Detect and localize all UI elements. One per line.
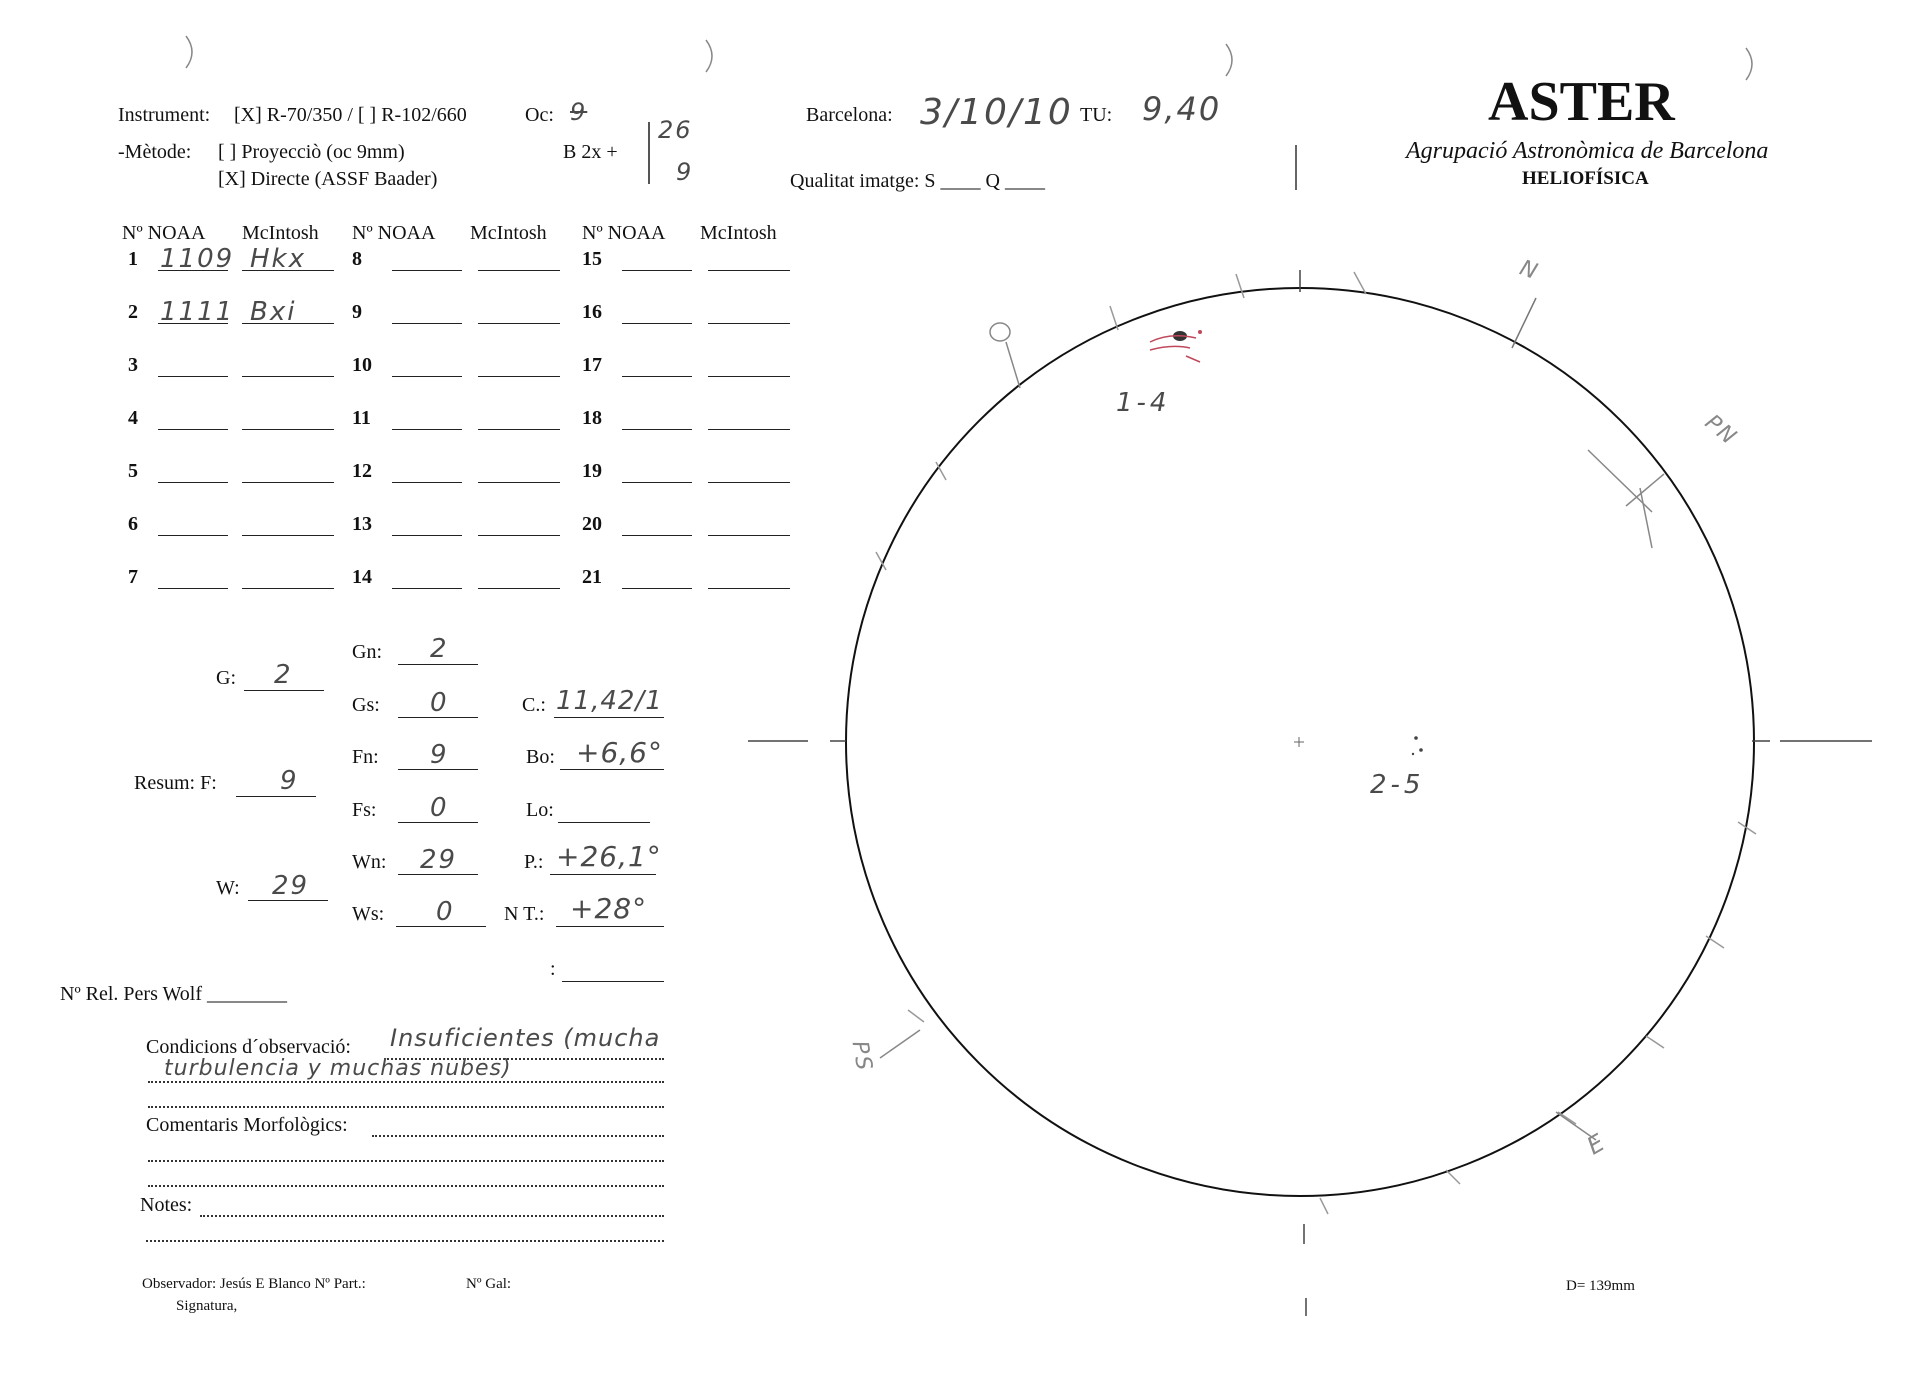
gal-number: Nº Gal:: [466, 1276, 512, 1292]
col-header-mcintosh-1: McIntosh: [242, 222, 319, 244]
col-header-noaa-2: Nº NOAA: [352, 222, 436, 244]
tu-value: 9,40: [1142, 90, 1222, 128]
p-label: P.:: [524, 851, 544, 873]
extra-colon: :: [550, 958, 556, 980]
limb-ticks: [876, 272, 1756, 1214]
row-number: 3: [128, 354, 138, 376]
comentaris-label: Comentaris Morfològics:: [146, 1114, 348, 1136]
sunspot-group-1: [1150, 330, 1202, 362]
observer: Observador: Jesús E Blanco Nº Part.:: [142, 1276, 366, 1292]
noaa-entry-1: 1109: [160, 244, 235, 274]
gs-label: Gs:: [352, 694, 380, 716]
ws-label: Ws:: [352, 903, 385, 925]
row-number: 13: [352, 513, 372, 535]
bo-label: Bo:: [526, 746, 555, 768]
row-number: 2: [128, 301, 138, 323]
direction-ps: PS: [846, 1038, 877, 1075]
sunspot-group-2: [1412, 736, 1423, 755]
instrument-option: [X] R-70/350 / [ ] R-102/660: [234, 104, 467, 126]
f-value: 9: [280, 766, 299, 796]
col-header-noaa-1: Nº NOAA: [122, 222, 206, 244]
direction-pn: PN: [1699, 410, 1742, 451]
col-header-mcintosh-3: McIntosh: [700, 222, 777, 244]
notes-label: Notes:: [140, 1194, 193, 1216]
o-marker-line: [1006, 342, 1020, 388]
mcintosh-entry-2: Bxi: [250, 297, 297, 327]
org-full-name: Agrupació Astronòmica de Barcelona: [1406, 138, 1769, 164]
mcintosh-entry-1: Hkx: [250, 244, 306, 274]
resum-label: Resum: F:: [134, 772, 217, 794]
fs-label: Fs:: [352, 799, 377, 821]
b-value-1: 26: [658, 116, 693, 144]
nt-label: N T.:: [504, 903, 545, 925]
lo-label: Lo:: [526, 799, 554, 821]
col-header-noaa-3: Nº NOAA: [582, 222, 666, 244]
row-number: 4: [128, 407, 138, 429]
row-number: 18: [582, 407, 602, 429]
pn-marker-cross: [1626, 474, 1664, 506]
row-number: 9: [352, 301, 362, 323]
group-label-b: 2-5: [1370, 770, 1425, 800]
bo-value: +6,6°: [576, 736, 663, 769]
metode-projection: [ ] Proyecciò (oc 9mm): [218, 141, 405, 163]
wn-value: 29: [420, 845, 458, 875]
row-number: 17: [582, 354, 602, 376]
org-name: ASTER: [1488, 71, 1675, 133]
group-label-a: 1-4: [1116, 388, 1171, 418]
signature-label: Signatura,: [176, 1298, 238, 1314]
fn-label: Fn:: [352, 746, 379, 768]
city-label: Barcelona:: [806, 104, 893, 126]
pn-marker-cross: [1640, 488, 1652, 548]
row-number: 7: [128, 566, 138, 588]
c-value: 11,42/1: [556, 686, 663, 716]
condicions-text-1: Insuficientes (mucha: [390, 1024, 661, 1052]
metode-direct: [X] Directe (ASSF Baader): [218, 168, 438, 190]
row-number: 15: [582, 248, 602, 270]
org-section: HELIOFÍSICA: [1522, 168, 1649, 189]
row-number: 10: [352, 354, 372, 376]
fn-value: 9: [430, 740, 449, 770]
condicions-label: Condicions d´observació:: [146, 1036, 351, 1058]
p-value: +26,1°: [556, 840, 662, 873]
row-number: 8: [352, 248, 362, 270]
north-marker-line: [1512, 298, 1536, 348]
w-label: W:: [216, 877, 240, 899]
instrument-label: Instrument:: [118, 104, 211, 126]
col-header-mcintosh-2: McIntosh: [470, 222, 547, 244]
direction-n: N: [1516, 255, 1543, 286]
row-number: 19: [582, 460, 602, 482]
row-number: 11: [352, 407, 371, 429]
nt-value: +28°: [570, 892, 648, 925]
gn-value: 2: [430, 634, 449, 664]
metode-label: -Mètode:: [118, 141, 192, 163]
tu-label: TU:: [1080, 104, 1113, 126]
w-value: 29: [272, 871, 310, 901]
row-number: 1: [128, 248, 138, 270]
direction-e: E: [1582, 1127, 1612, 1161]
row-number: 20: [582, 513, 602, 535]
row-number: 14: [352, 566, 372, 588]
ws-value: 0: [436, 897, 455, 927]
b-value-2: 9: [676, 158, 694, 186]
wn-label: Wn:: [352, 851, 387, 873]
row-number: 6: [128, 513, 138, 535]
oc-label: Oc:: [525, 104, 554, 126]
o-marker-circle: [990, 323, 1010, 341]
row-number: 5: [128, 460, 138, 482]
row-number: 21: [582, 566, 602, 588]
condicions-text-2: turbulencia y muchas nubes): [164, 1056, 512, 1081]
b-label: B 2x +: [563, 141, 618, 163]
g-value: 2: [274, 660, 293, 690]
g-label: G:: [216, 667, 236, 689]
fs-value: 0: [430, 793, 449, 823]
row-number: 16: [582, 301, 602, 323]
gs-value: 0: [430, 688, 449, 718]
gn-label: Gn:: [352, 641, 382, 663]
c-label: C.:: [522, 694, 546, 716]
date-value: 3/10/10: [920, 92, 1073, 133]
oc-value: 9: [570, 98, 588, 126]
disk-diameter: D= 139mm: [1566, 1278, 1635, 1294]
image-quality: Qualitat imatge: S ____ Q ____: [790, 170, 1045, 192]
noaa-entry-2: 1111: [160, 297, 235, 327]
ps-marker-line: [880, 1030, 920, 1058]
wolf-number: Nº Rel. Pers Wolf ________: [60, 983, 287, 1005]
row-number: 12: [352, 460, 372, 482]
